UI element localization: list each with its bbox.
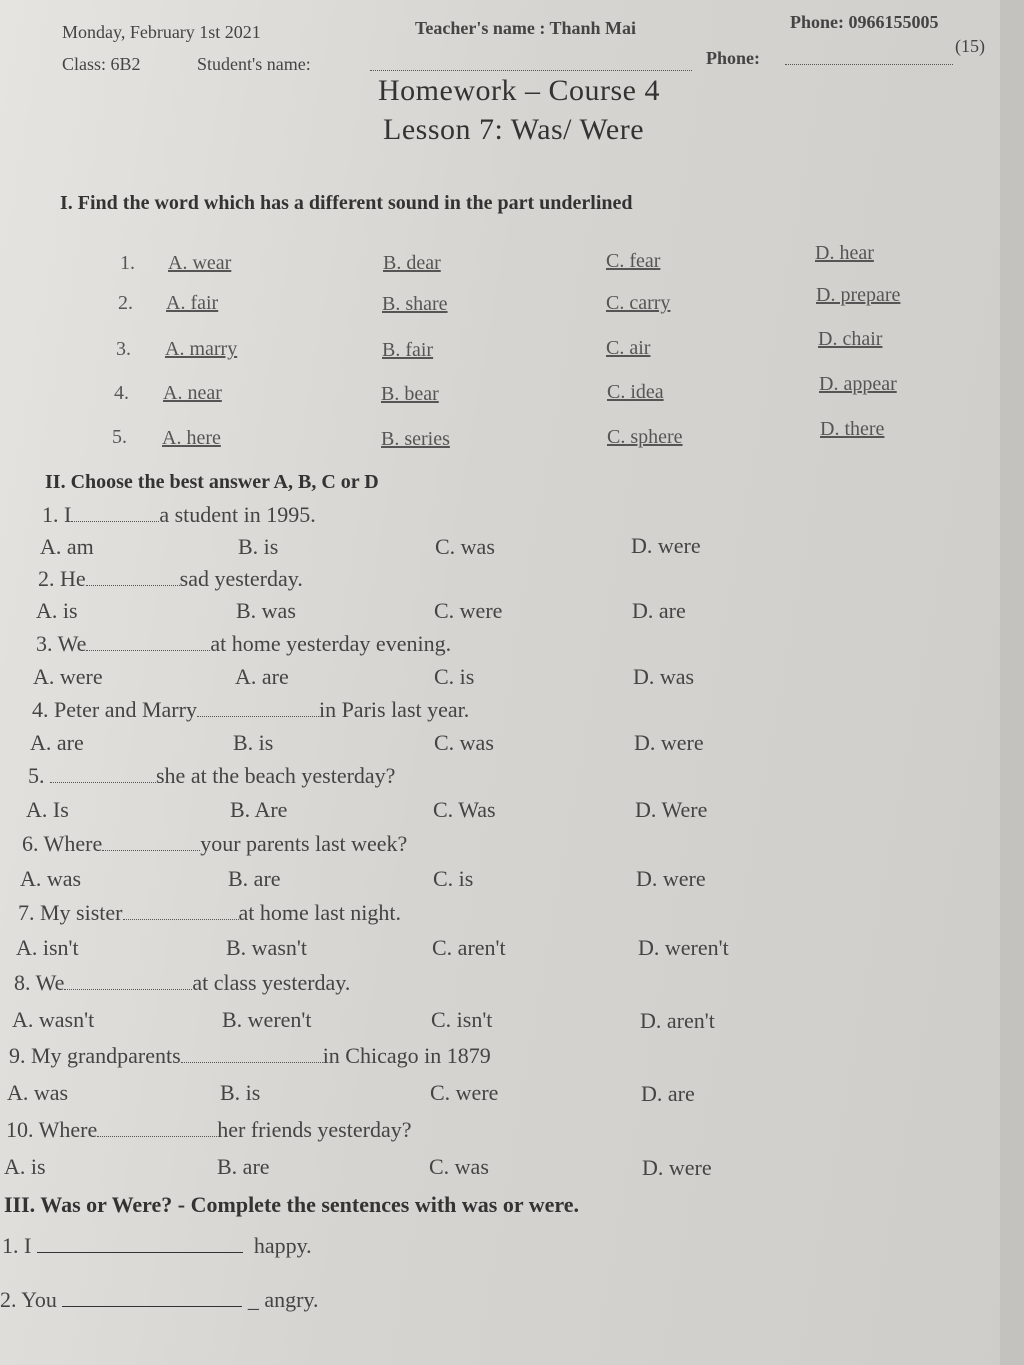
row-number: 5. bbox=[112, 426, 127, 448]
option-b[interactable]: B. fair bbox=[382, 339, 434, 361]
question-7 bbox=[18, 900, 401, 926]
q3-option-b[interactable]: A. are bbox=[235, 664, 289, 689]
fill-suffix: happy. bbox=[253, 1233, 312, 1258]
option-d[interactable]: D. appear bbox=[819, 373, 897, 395]
question-2 bbox=[38, 566, 303, 592]
q4-option-a[interactable]: A. are bbox=[30, 730, 84, 755]
q9-option-b[interactable]: B. is bbox=[220, 1080, 261, 1105]
option-b[interactable]: B. series bbox=[381, 428, 450, 450]
answer-blank[interactable] bbox=[71, 503, 159, 522]
q10-option-b[interactable]: B. are bbox=[217, 1154, 270, 1179]
q7-option-b[interactable]: B. wasn't bbox=[226, 935, 307, 960]
question-prefix: 10. Where bbox=[6, 1117, 98, 1142]
q7-option-a[interactable]: A. isn't bbox=[16, 935, 79, 960]
question-10 bbox=[6, 1117, 411, 1143]
q6-option-d[interactable]: D. were bbox=[636, 866, 706, 891]
answer-blank[interactable] bbox=[86, 567, 180, 586]
question-suffix: at class yesterday. bbox=[192, 970, 351, 995]
option-d[interactable]: D. hear bbox=[815, 242, 874, 264]
header-teacher-phone: Phone: 0966155005 bbox=[790, 12, 939, 32]
question-1 bbox=[42, 502, 316, 528]
option-a[interactable]: A. marry bbox=[165, 338, 238, 360]
section-2-heading: II. Choose the best answer A, B, C or D bbox=[45, 471, 379, 493]
q10-option-c[interactable]: C. was bbox=[429, 1154, 489, 1179]
answer-blank[interactable] bbox=[123, 901, 239, 920]
answer-blank[interactable] bbox=[64, 971, 192, 990]
header-date: Monday, February 1st 2021 bbox=[62, 22, 261, 42]
q9-option-d[interactable]: D. are bbox=[641, 1081, 695, 1106]
answer-blank[interactable] bbox=[181, 1044, 323, 1063]
option-d[interactable]: D. prepare bbox=[816, 284, 901, 306]
option-a[interactable]: A. fair bbox=[166, 292, 219, 314]
option-c[interactable]: C. air bbox=[606, 337, 651, 359]
option-b[interactable]: B. share bbox=[382, 293, 448, 315]
question-suffix: at home last night. bbox=[238, 900, 402, 925]
question-4 bbox=[32, 697, 469, 723]
q8-option-b[interactable]: B. weren't bbox=[222, 1007, 312, 1032]
q5-option-d[interactable]: D. Were bbox=[635, 797, 708, 822]
q2-option-b[interactable]: B. was bbox=[236, 598, 296, 623]
q10-option-d[interactable]: D. were bbox=[642, 1155, 712, 1180]
row-number: 2. bbox=[118, 292, 133, 314]
answer-blank[interactable] bbox=[197, 698, 319, 717]
q9-option-a[interactable]: A. was bbox=[7, 1080, 69, 1105]
page-edge-shadow bbox=[1000, 0, 1024, 1365]
student-name-label: Student's name: bbox=[197, 54, 311, 74]
question-9 bbox=[9, 1043, 491, 1069]
fill-prefix: 2. You bbox=[0, 1287, 57, 1312]
option-b[interactable]: B. dear bbox=[383, 252, 441, 274]
answer-blank[interactable] bbox=[86, 632, 210, 651]
q3-option-c[interactable]: C. is bbox=[434, 664, 475, 689]
q2-option-d[interactable]: D. are bbox=[632, 598, 686, 623]
fill-suffix: _ angry. bbox=[247, 1287, 319, 1312]
q3-option-d[interactable]: D. was bbox=[633, 664, 695, 689]
header-class: Class: 6B2 bbox=[62, 54, 141, 74]
option-a[interactable]: A. here bbox=[162, 427, 221, 449]
phone-label: Phone: bbox=[706, 48, 760, 68]
question-prefix: 3. We bbox=[36, 631, 87, 656]
option-a[interactable]: A. wear bbox=[168, 252, 232, 274]
q8-option-c[interactable]: C. isn't bbox=[431, 1007, 493, 1032]
question-suffix: in Chicago in 1879 bbox=[322, 1043, 491, 1068]
question-prefix: 4. Peter and Marry bbox=[32, 697, 197, 722]
section-1-heading: I. Find the word which has a different sound in the part underlined bbox=[60, 192, 633, 214]
question-suffix: a student in 1995. bbox=[159, 502, 316, 527]
option-b[interactable]: B. bear bbox=[381, 383, 439, 405]
q2-option-a[interactable]: A. is bbox=[36, 598, 78, 623]
question-prefix: 5. bbox=[28, 763, 45, 788]
score-box: (15) bbox=[955, 36, 985, 56]
row-number: 3. bbox=[116, 338, 131, 360]
fill-item-1 bbox=[2, 1230, 312, 1259]
question-suffix: in Paris last year. bbox=[318, 697, 470, 722]
q3-option-a[interactable]: A. were bbox=[33, 664, 103, 689]
fill-blank[interactable] bbox=[37, 1230, 243, 1253]
option-c[interactable]: C. fear bbox=[606, 250, 661, 272]
question-suffix: she at the beach yesterday? bbox=[156, 763, 396, 788]
option-c[interactable]: C. carry bbox=[606, 292, 671, 314]
q5-option-b[interactable]: B. Are bbox=[230, 797, 288, 822]
option-d[interactable]: D. there bbox=[820, 418, 885, 440]
question-6 bbox=[22, 831, 407, 857]
option-c[interactable]: C. sphere bbox=[607, 426, 683, 448]
q1-option-d[interactable]: D. were bbox=[631, 533, 701, 558]
question-suffix: at home yesterday evening. bbox=[210, 631, 452, 656]
q6-option-c[interactable]: C. is bbox=[433, 866, 474, 891]
question-suffix: her friends yesterday? bbox=[217, 1117, 412, 1142]
question-prefix: 6. Where bbox=[22, 831, 103, 856]
question-prefix: 8. We bbox=[14, 970, 65, 995]
q7-option-d[interactable]: D. weren't bbox=[638, 935, 729, 960]
option-a[interactable]: A. near bbox=[163, 382, 222, 404]
q4-option-d[interactable]: D. were bbox=[634, 730, 704, 755]
student-name-field[interactable] bbox=[370, 52, 692, 76]
option-c[interactable]: C. idea bbox=[607, 381, 664, 403]
question-5 bbox=[28, 763, 395, 789]
q6-option-b[interactable]: B. are bbox=[228, 866, 281, 891]
question-prefix: 7. My sister bbox=[18, 900, 123, 925]
q8-option-a[interactable]: A. wasn't bbox=[12, 1007, 95, 1032]
row-number: 4. bbox=[114, 382, 129, 404]
q5-option-c[interactable]: C. Was bbox=[433, 797, 496, 822]
q8-option-d[interactable]: D. aren't bbox=[640, 1008, 715, 1033]
q2-option-c[interactable]: C. were bbox=[434, 598, 503, 623]
question-prefix: 1. I bbox=[42, 502, 72, 527]
q9-option-c[interactable]: C. were bbox=[430, 1080, 499, 1105]
answer-blank[interactable] bbox=[102, 832, 200, 851]
q5-option-a[interactable]: A. Is bbox=[26, 797, 69, 822]
fill-prefix: 1. I bbox=[2, 1233, 32, 1258]
header-teacher: Teacher's name : Thanh Mai bbox=[415, 18, 637, 38]
q1-option-b[interactable]: B. is bbox=[238, 534, 279, 559]
question-suffix: sad yesterday. bbox=[179, 566, 303, 591]
q6-option-a[interactable]: A. was bbox=[20, 866, 82, 891]
answer-blank[interactable] bbox=[97, 1118, 217, 1137]
option-d[interactable]: D. chair bbox=[818, 328, 883, 350]
q4-option-b[interactable]: B. is bbox=[233, 730, 274, 755]
fill-item-2 bbox=[0, 1284, 319, 1313]
q10-option-a[interactable]: A. is bbox=[4, 1154, 46, 1179]
question-prefix: 9. My grandparents bbox=[9, 1043, 181, 1068]
row-number: 1. bbox=[120, 252, 135, 274]
q4-option-c[interactable]: C. was bbox=[434, 730, 494, 755]
q1-option-c[interactable]: C. was bbox=[435, 534, 495, 559]
page-subtitle: Lesson 7: Was/ Were bbox=[383, 113, 645, 146]
question-3 bbox=[36, 631, 451, 657]
question-prefix: 2. He bbox=[38, 566, 86, 591]
question-8 bbox=[14, 970, 350, 996]
section-3-heading: III. Was or Were? - Complete the sentences with was or were. bbox=[4, 1192, 579, 1217]
q7-option-c[interactable]: C. aren't bbox=[432, 935, 506, 960]
question-suffix: your parents last week? bbox=[200, 831, 408, 856]
answer-blank[interactable] bbox=[50, 764, 156, 783]
q1-option-a[interactable]: A. am bbox=[40, 534, 94, 559]
page-title: Homework – Course 4 bbox=[378, 74, 660, 107]
phone-field[interactable] bbox=[785, 46, 953, 70]
fill-blank[interactable] bbox=[62, 1284, 242, 1307]
